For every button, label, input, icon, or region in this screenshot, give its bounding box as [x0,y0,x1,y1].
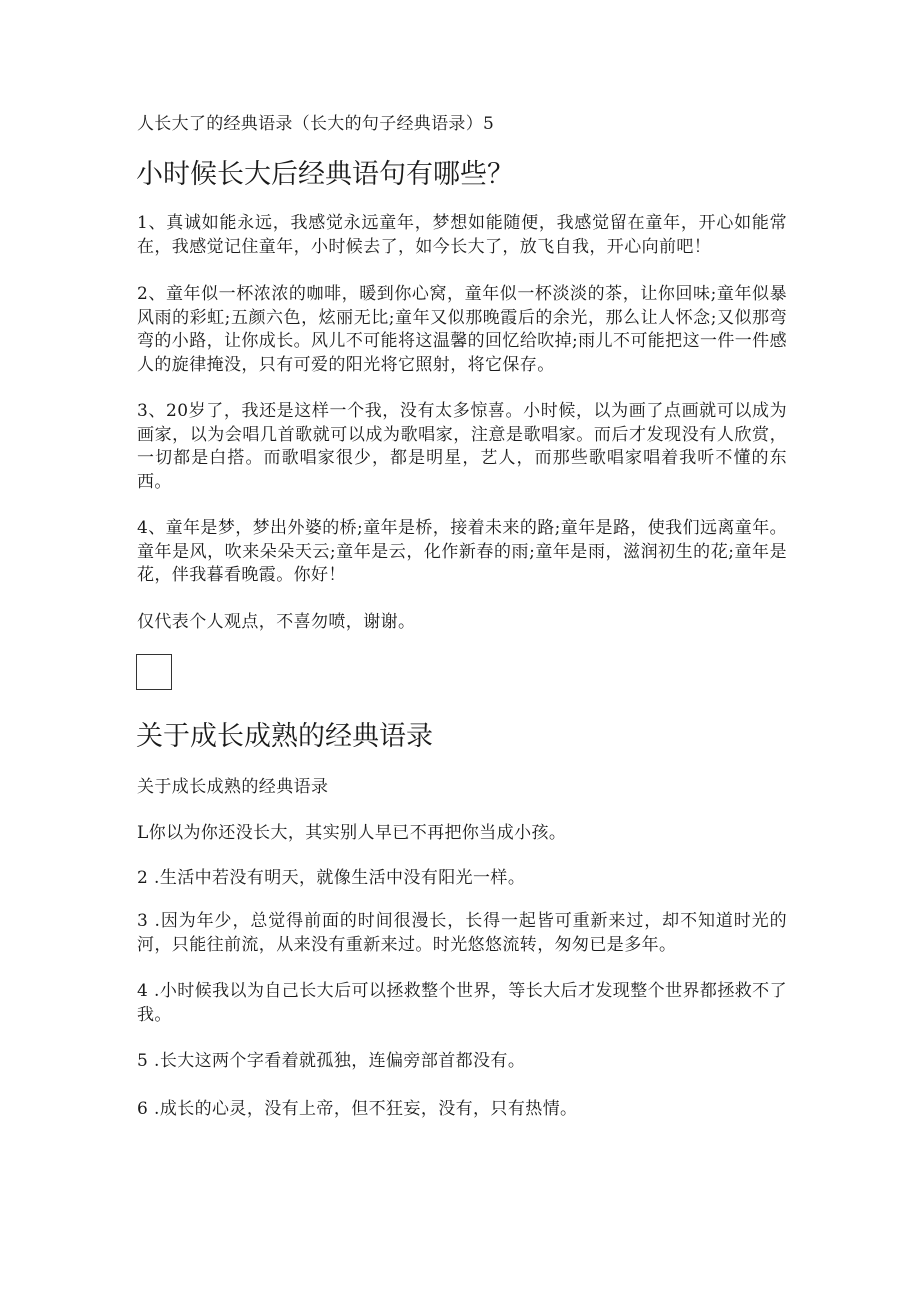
quote-item-6: 6 .成长的心灵，没有上帝，但不狂妄，没有，只有热情。 [137,1099,578,1119]
quote-item-2: 2 .生活中若没有明天，就像生活中没有阳光一样。 [137,868,526,888]
quote-item-5: 5 .长大这两个字看着就孤独，连偏旁部首都没有。 [137,1051,526,1071]
image-placeholder [136,654,172,690]
document-title: 人长大了的经典语录（长大的句子经典语录）5 [137,114,495,134]
section-subtitle: 关于成长成熟的经典语录 [137,777,329,797]
quote-item-4: 4 .小时候我以为自己长大后可以拯救整个世界，等长大后才发现整个世界都拯救不了我。 [137,981,787,1025]
quote-item-1: L你以为你还没长大，其实别人早已不再把你当成小孩。 [137,823,567,843]
paragraph-1: 1、真诚如能永远，我感觉永远童年，梦想如能随便，我感觉留在童年，开心如能常在，我感觉记住童年，小时候去了，如今长大了，放飞自我，开心向前吧！ [137,213,787,257]
quote-item-3: 3 .因为年少，总觉得前面的时间很漫长，长得一起皆可重新来过，却不知道时光的河，只能往前流，从来没有重新来过。时光悠悠流转，匆匆已是多年。 [137,911,787,955]
paragraph-2: 2、童年似一杯浓浓的咖啡，暖到你心窝，童年似一杯淡淡的茶，让你回味;童年似暴风雨的彩虹;五颜六色，炫丽无比;童年又似那晚霞后的余光，那么让人怀念;又似那弯弯的小路，让你成长。风儿不可能将这温馨的回忆给吹掉;雨儿不可能把这一件一件感人的旋律掩没，只有可爱的阳光将它照射，将它保存。 [137,284,787,375]
section-heading-childhood: 小时候长大后经典语句有哪些？ [136,159,514,190]
section-heading-growth: 关于成长成熟的经典语录 [136,721,433,752]
paragraph-4: 4、童年是梦，梦出外婆的桥;童年是桥，接着未来的路;童年是路，使我们远离童年。童年是风，吹来朵朵天云;童年是云，化作新春的雨;童年是雨，滋润初生的花;童年是花，伴我暮看晚霞。你好！ [137,518,787,585]
paragraph-3: 3、20岁了，我还是这样一个我，没有太多惊喜。小时候，以为画了点画就可以成为画家，以为会唱几首歌就可以成为歌唱家，注意是歌唱家。而后才发现没有人欣赏，一切都是白搭。而歌唱家很少，都是明星，艺人，而那些歌唱家唱着我听不懂的东西。 [137,401,787,492]
closing-note: 仅代表个人观点，不喜勿喷，谢谢。 [137,612,416,632]
